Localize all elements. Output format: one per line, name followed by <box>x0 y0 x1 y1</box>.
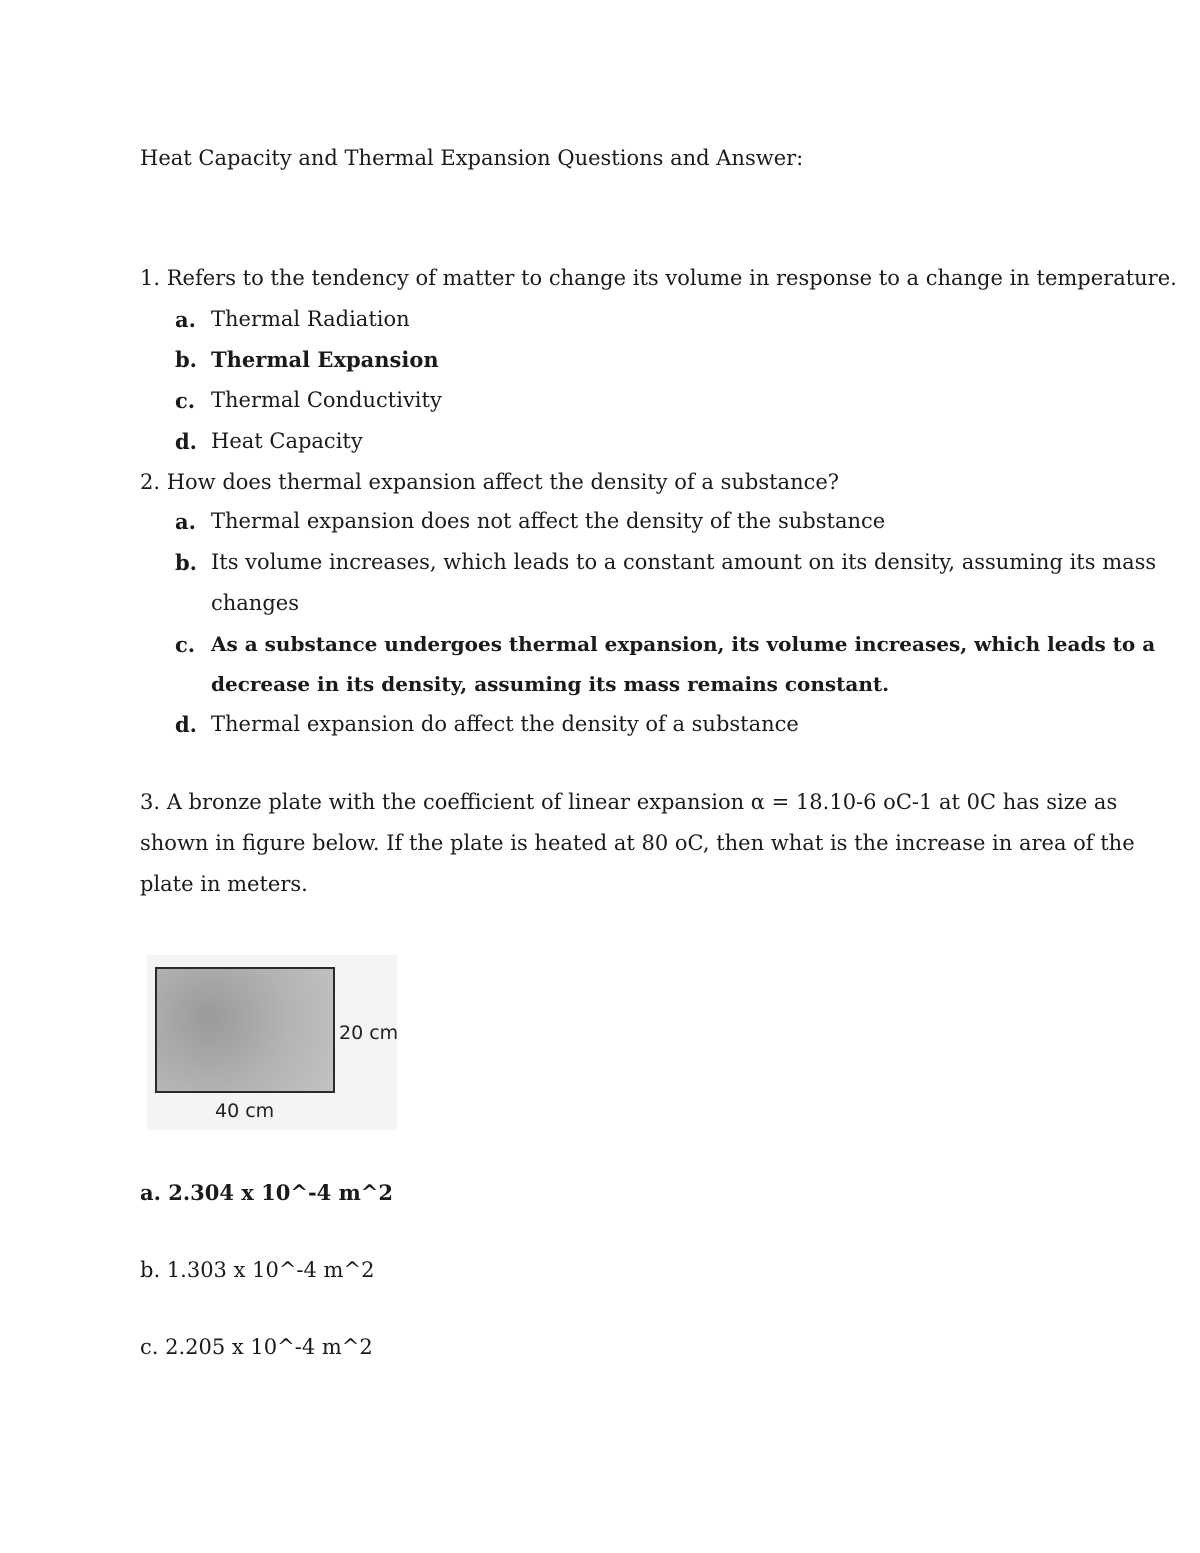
option-text: changes <box>211 591 299 615</box>
plate-height-label: 20 cm <box>339 1022 399 1044</box>
option-text: Thermal expansion does not affect the density of the substance <box>211 509 886 533</box>
bronze-plate-figure <box>147 955 397 1130</box>
question-3-text-line-1: 3. A bronze plate with the coefficient of linear expansion α = 18.10-6 oC-1 at 0C has size as <box>140 790 1118 814</box>
bronze-plate-rectangle <box>155 967 335 1093</box>
question-1-text: 1. Refers to the tendency of matter to change its volume in response to a change in temperature. <box>140 266 1177 290</box>
question-3-answer-b: b. 1.303 x 10^-4 m^2 <box>140 1258 375 1282</box>
option-label: a. <box>175 307 196 332</box>
option-label: a. <box>175 509 196 534</box>
option-text: Heat Capacity <box>211 429 363 453</box>
option-label: b. <box>175 550 197 575</box>
question-3-answer-c: c. 2.205 x 10^-4 m^2 <box>140 1335 373 1359</box>
option-label: c. <box>175 388 196 413</box>
question-3-answer-a: a. 2.304 x 10^-4 m^2 <box>140 1180 394 1205</box>
option-text-correct: decrease in its density, assuming its mass remains constant. <box>211 672 890 696</box>
option-text-correct: Thermal Expansion <box>211 347 439 372</box>
option-text: Thermal Conductivity <box>211 388 442 412</box>
question-3-text-line-3: plate in meters. <box>140 872 308 896</box>
option-label: c. <box>175 632 196 657</box>
option-label: d. <box>175 429 197 454</box>
option-label: d. <box>175 712 197 737</box>
option-text-correct: As a substance undergoes thermal expansion, its volume increases, which leads to a <box>211 632 1156 656</box>
question-3-text-line-2: shown in figure below. If the plate is heated at 80 oC, then what is the increase in area of the <box>140 831 1135 855</box>
plate-width-label: 40 cm <box>215 1100 275 1122</box>
document-title: Heat Capacity and Thermal Expansion Questions and Answer: <box>140 146 804 170</box>
option-text: Thermal Radiation <box>211 307 410 331</box>
option-text: Thermal expansion do affect the density of a substance <box>211 712 799 736</box>
option-text: Its volume increases, which leads to a constant amount on its density, assuming its mass <box>211 550 1157 574</box>
question-2-text: 2. How does thermal expansion affect the density of a substance? <box>140 470 840 494</box>
option-label: b. <box>175 347 197 372</box>
